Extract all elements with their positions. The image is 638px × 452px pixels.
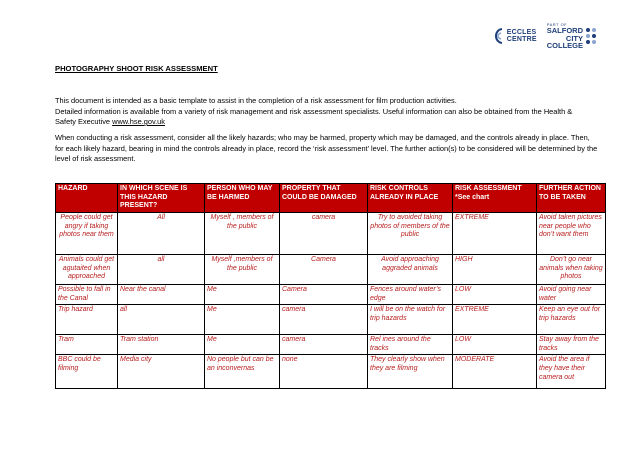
cell-person: Me	[205, 335, 280, 355]
salford-city-college-logo	[547, 22, 596, 50]
instructions-paragraph: When conducting a risk assessment, consider all the likely hazards; who may be harmed, property which may be damaged, and the controls already in place. Then, for each likely hazard, bearing in mind the controls already in place, record the ‘risk assessment’ level. The further action(s) to be considered will be determined by the level of risk assessment.	[55, 133, 598, 163]
intro-paragraph	[55, 96, 595, 128]
hse-link[interactable]: www.hse.gov.uk	[112, 117, 165, 126]
header-hazard: HAZARD	[56, 184, 118, 213]
cell-property: camera	[280, 213, 368, 255]
cell-person: Myself ,members of the public	[205, 255, 280, 285]
table-row	[56, 355, 606, 389]
table-row	[56, 255, 606, 285]
cell-scene: all	[118, 305, 205, 335]
cell-assessment: LOW	[453, 285, 537, 305]
cell-property: none	[280, 355, 368, 389]
salford-part-of-text: PART OF	[546, 22, 568, 27]
cell-further-action: Avoid taken pictures near people who don’t want them	[537, 213, 606, 255]
cell-person: No people but can be an inconvernas	[205, 355, 280, 389]
cell-property: Camera	[280, 285, 368, 305]
cell-further-action: Keep an eye out for trip hazards	[537, 305, 606, 335]
cell-further-action: Avoid the area if they have their camera out	[537, 355, 606, 389]
cell-assessment: EXTREME	[453, 213, 537, 255]
cell-scene: All	[118, 213, 205, 255]
header-controls: RISK CONTROLS ALREADY IN PLACE	[368, 184, 453, 213]
cell-controls: I will be on the watch for trip hazards	[368, 305, 453, 335]
cell-person: Myself , members of the public	[205, 213, 280, 255]
document-title: PHOTOGRAPHY SHOOT RISK ASSESSMENT	[55, 64, 218, 73]
table-row	[56, 213, 606, 255]
logo-area	[492, 22, 596, 50]
table-row	[56, 335, 606, 355]
cell-scene: Tram station	[118, 335, 205, 355]
header-person: PERSON WHO MAY BE HARMED	[205, 184, 280, 213]
cell-further-action: Stay away from the tracks	[537, 335, 606, 355]
cell-controls: Avoid approaching aggraded animals	[368, 255, 453, 285]
header-assessment: RISK ASSESSMENT *See chart	[453, 184, 537, 213]
cell-hazard: Animals could get agutaited when approached	[56, 255, 118, 285]
cell-controls: Try to avoided taking photos of members of the public	[368, 213, 453, 255]
cell-controls: Fences around water’s edge	[368, 285, 453, 305]
eccles-logo-text: ECCLES CENTRE	[506, 28, 537, 43]
cell-hazard: Possible to fall in the Canal	[56, 285, 118, 305]
header-property: PROPERTY THAT COULD BE DAMAGED	[280, 184, 368, 213]
cell-further-action: Avoid going near water	[537, 285, 606, 305]
cell-assessment: LOW	[453, 335, 537, 355]
table-row	[56, 305, 606, 335]
cell-further-action: Don’t go near animals when taking photos	[537, 255, 606, 285]
cell-scene: Media city	[118, 355, 205, 389]
cell-person: Me	[205, 285, 280, 305]
eccles-centre-logo	[492, 27, 537, 45]
cell-person: Me	[205, 305, 280, 335]
cell-scene: all	[118, 255, 205, 285]
table-row	[56, 285, 606, 305]
intro-line-1: This document is intended as a basic template to assist in the completion of a risk assessment for film production activities.	[55, 96, 457, 105]
cell-hazard: Tram	[56, 335, 118, 355]
cell-hazard: Trip hazard	[56, 305, 118, 335]
eccles-swirl-icon	[492, 27, 504, 45]
cell-property: camera	[280, 305, 368, 335]
cell-assessment: MODERATE	[453, 355, 537, 389]
header-scene: IN WHICH SCENE IS THIS HAZARD PRESENT?	[118, 184, 205, 213]
header-further-action: FURTHER ACTION TO BE TAKEN	[537, 184, 606, 213]
cell-assessment: HIGH	[453, 255, 537, 285]
table-header-row	[56, 184, 606, 213]
cell-property: Camera	[280, 255, 368, 285]
intro-line-2: Detailed information is available from a variety of risk management and risk assessment specialists. Useful information can also be obtained from the Health & Safety Executive www.hse.gov.uk	[55, 106, 573, 126]
cell-controls: They clearly show when they are filming	[368, 355, 453, 389]
cell-assessment: EXTREME	[453, 305, 537, 335]
salford-dots-icon	[586, 28, 596, 44]
risk-assessment-table	[55, 183, 606, 389]
cell-hazard: BBC could be filming	[56, 355, 118, 389]
cell-controls: Rel ines around the tracks	[368, 335, 453, 355]
cell-scene: Near the canal	[118, 285, 205, 305]
cell-hazard: People could get angry if taking photos near them	[56, 213, 118, 255]
cell-property: camera	[280, 335, 368, 355]
salford-logo-text: SALFORD CITY COLLEGE	[546, 26, 583, 50]
